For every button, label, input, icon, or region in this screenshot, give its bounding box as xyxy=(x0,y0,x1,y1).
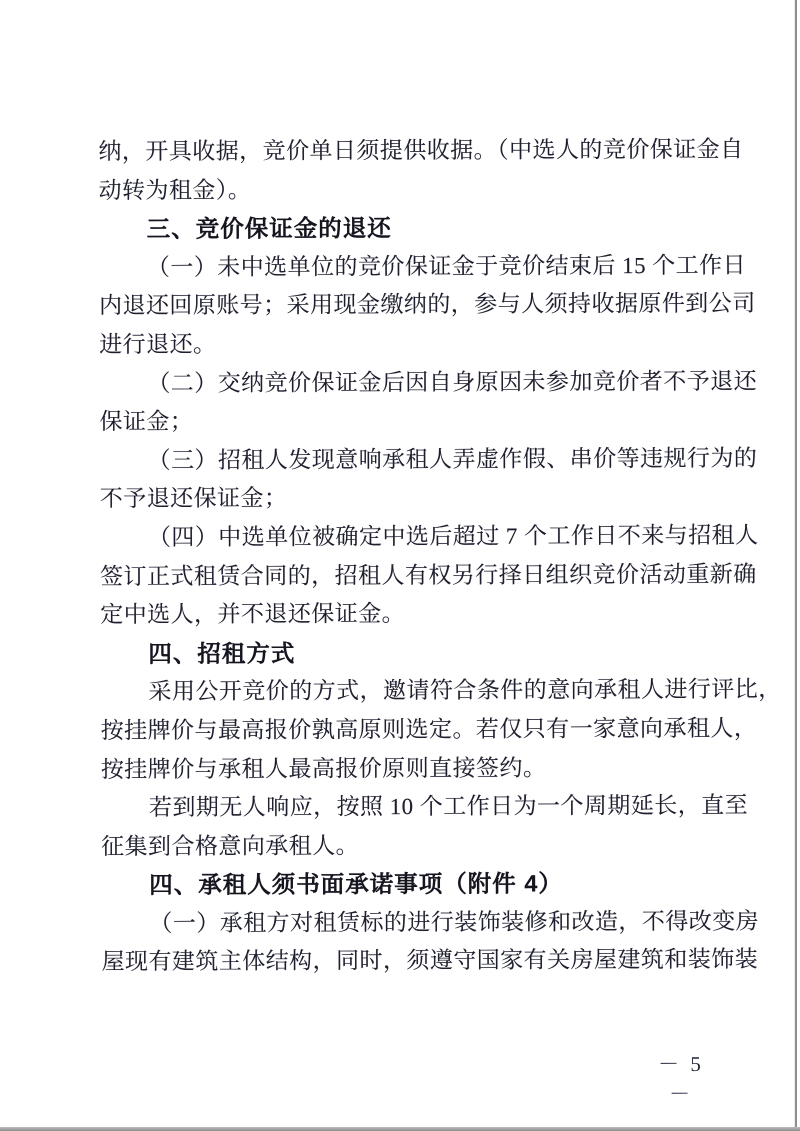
text-line: 内退还回原账号；采用现金缴纳的，参与人须持收据原件到公司 xyxy=(98,291,756,319)
text-line: 屋现有建筑主体结构，同时，须遵守国家有关房屋建筑和装饰装 xyxy=(101,947,759,975)
text-line: （三）招租人发现意响承租人弄虚作假、串价等违规行为的 xyxy=(147,445,758,473)
text-line: （一）承租方对租赁标的进行装饰装修和改造，不得改变房 xyxy=(149,908,760,936)
text-line: 定中选人，并不退还保证金。 xyxy=(100,601,406,628)
text-line: 动转为租金）。 xyxy=(98,177,252,203)
section-heading: 三、竞价保证金的退还 xyxy=(146,215,392,243)
text-line: 不予退还保证金； xyxy=(99,485,288,512)
section-heading: 四、承租人须书面承诺事项（附件 4） xyxy=(149,870,563,899)
document-text xyxy=(98,131,782,982)
page-number: － 5 － xyxy=(658,1051,704,1107)
section-heading: 四、招租方式 xyxy=(148,640,296,667)
text-line: （四）中选单位被确定中选后超过 7 个工作日不来与招租人 xyxy=(147,522,759,550)
text-line: 纳，开具收据，竞价单日须提供收据。（中选人的竞价保证金自 xyxy=(98,136,744,165)
text-line: 征集到合格意向承租人。 xyxy=(101,832,360,859)
text-line: 签订正式租赁合同的，招租人有权另行择日组织竞价活动重新确 xyxy=(100,561,757,589)
text-line: （二）交纳竞价保证金后因自身原因未参加竞价者不予退还 xyxy=(147,368,758,396)
text-line: 按挂牌价与承租人最高报价原则直接签约。 xyxy=(100,754,547,782)
scan-edge-bottom xyxy=(0,1127,800,1131)
text-line: 进行退还。 xyxy=(99,331,217,358)
text-line: （一）未中选单位的竞价保证金于竞价结束后 15 个工作日 xyxy=(146,252,747,280)
text-line: 按挂牌价与最高报价孰高原则选定。若仅只有一家意向承租人， xyxy=(100,715,758,744)
text-line: 若到期无人响应，按照 10 个工作日为一个周期延长，直至 xyxy=(148,792,749,821)
text-line: 保证金； xyxy=(99,408,194,435)
scan-edge-right xyxy=(795,0,797,1128)
text-line: 采用公开竞价的方式，邀请符合条件的意向承租人进行评比， xyxy=(148,676,782,705)
